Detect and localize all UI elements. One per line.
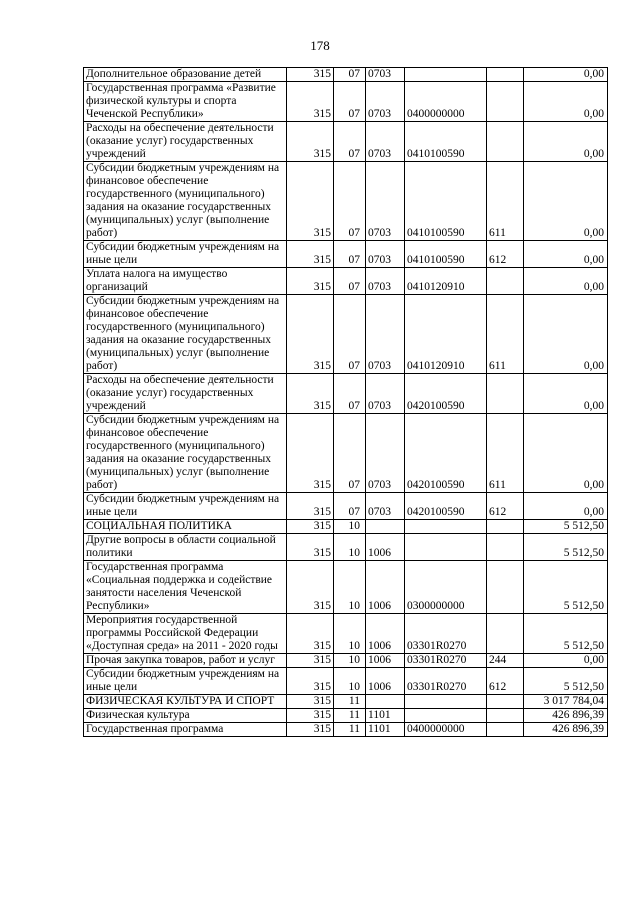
expense-type-cell [487, 520, 524, 534]
item-name-cell: ФИЗИЧЕСКАЯ КУЛЬТУРА И СПОРТ [84, 695, 287, 709]
expense-type-cell: 244 [487, 654, 524, 668]
section-cell: 07 [334, 374, 366, 414]
item-name-cell: Расходы на обеспечение деятельности (оказание услуг) государственных учреждений [84, 374, 287, 414]
admin-code-cell: 315 [287, 534, 334, 561]
amount-cell: 5 512,50 [524, 668, 608, 695]
admin-code-cell: 315 [287, 241, 334, 268]
expense-type-cell [487, 82, 524, 122]
table-row [84, 241, 608, 268]
target-article-cell: 0410100590 [405, 241, 487, 268]
target-article-cell: 0400000000 [405, 723, 487, 737]
expense-type-cell [487, 374, 524, 414]
item-name-cell: Государственная программа [84, 723, 287, 737]
subsection-cell: 0703 [366, 82, 405, 122]
section-cell: 10 [334, 668, 366, 695]
admin-code-cell: 315 [287, 709, 334, 723]
expense-type-cell: 612 [487, 241, 524, 268]
subsection-cell: 0703 [366, 162, 405, 241]
admin-code-cell: 315 [287, 162, 334, 241]
table-row [84, 654, 608, 668]
amount-cell: 5 512,50 [524, 534, 608, 561]
amount-cell: 5 512,50 [524, 561, 608, 614]
table-row [84, 122, 608, 162]
amount-cell: 426 896,39 [524, 709, 608, 723]
table-row [84, 561, 608, 614]
target-article-cell [405, 534, 487, 561]
section-cell: 10 [334, 654, 366, 668]
table-row [84, 709, 608, 723]
target-article-cell: 0410100590 [405, 122, 487, 162]
expense-type-cell: 612 [487, 493, 524, 520]
subsection-cell: 0703 [366, 268, 405, 295]
section-cell: 07 [334, 82, 366, 122]
item-name-cell: Государственная программа «Развитие физической культуры и спорта Чеченской Республики» [84, 82, 287, 122]
amount-cell: 0,00 [524, 374, 608, 414]
section-cell: 11 [334, 709, 366, 723]
subsection-cell [366, 695, 405, 709]
target-article-cell [405, 520, 487, 534]
admin-code-cell: 315 [287, 561, 334, 614]
table-row [84, 82, 608, 122]
subsection-cell: 1006 [366, 561, 405, 614]
amount-cell: 0,00 [524, 654, 608, 668]
item-name-cell: Субсидии бюджетным учреждениям на финансовое обеспечение государственного (муниципального) задания на оказание государственных (муниципальных) услуг (выполнение работ) [84, 414, 287, 493]
admin-code-cell: 315 [287, 695, 334, 709]
target-article-cell: 0420100590 [405, 493, 487, 520]
item-name-cell: Уплата налога на имущество организаций [84, 268, 287, 295]
expense-type-cell: 611 [487, 162, 524, 241]
subsection-cell: 1101 [366, 709, 405, 723]
expense-type-cell [487, 614, 524, 654]
admin-code-cell: 315 [287, 614, 334, 654]
amount-cell: 5 512,50 [524, 614, 608, 654]
section-cell: 07 [334, 414, 366, 493]
item-name-cell: Другие вопросы в области социальной политики [84, 534, 287, 561]
table-row [84, 268, 608, 295]
section-cell: 07 [334, 68, 366, 82]
target-article-cell: 0410120910 [405, 295, 487, 374]
amount-cell: 3 017 784,04 [524, 695, 608, 709]
section-cell: 10 [334, 614, 366, 654]
amount-cell: 0,00 [524, 493, 608, 520]
subsection-cell: 1006 [366, 534, 405, 561]
table-row [84, 68, 608, 82]
admin-code-cell: 315 [287, 520, 334, 534]
budget-table [83, 67, 608, 737]
admin-code-cell: 315 [287, 268, 334, 295]
target-article-cell: 0420100590 [405, 414, 487, 493]
page-number: 178 [310, 38, 330, 53]
table-row [84, 493, 608, 520]
target-article-cell [405, 709, 487, 723]
table-row [84, 520, 608, 534]
subsection-cell: 1006 [366, 614, 405, 654]
admin-code-cell: 315 [287, 668, 334, 695]
admin-code-cell: 315 [287, 68, 334, 82]
admin-code-cell: 315 [287, 493, 334, 520]
target-article-cell: 03301R0270 [405, 614, 487, 654]
section-cell: 07 [334, 241, 366, 268]
target-article-cell: 0400000000 [405, 82, 487, 122]
item-name-cell: Расходы на обеспечение деятельности (оказание услуг) государственных учреждений [84, 122, 287, 162]
table-row [84, 295, 608, 374]
section-cell: 11 [334, 723, 366, 737]
subsection-cell [366, 520, 405, 534]
subsection-cell: 0703 [366, 493, 405, 520]
expense-type-cell [487, 695, 524, 709]
target-article-cell: 03301R0270 [405, 668, 487, 695]
item-name-cell: Государственная программа «Социальная поддержка и содействие занятости населения Чеченской Республики» [84, 561, 287, 614]
admin-code-cell: 315 [287, 122, 334, 162]
item-name-cell: Субсидии бюджетным учреждениям на иные цели [84, 493, 287, 520]
subsection-cell: 0703 [366, 295, 405, 374]
section-cell: 10 [334, 561, 366, 614]
section-cell: 10 [334, 520, 366, 534]
admin-code-cell: 315 [287, 374, 334, 414]
table-row [84, 162, 608, 241]
subsection-cell: 1006 [366, 654, 405, 668]
table-row [84, 723, 608, 737]
section-cell: 07 [334, 295, 366, 374]
admin-code-cell: 315 [287, 414, 334, 493]
expense-type-cell [487, 723, 524, 737]
section-cell: 10 [334, 534, 366, 561]
amount-cell: 5 512,50 [524, 520, 608, 534]
admin-code-cell: 315 [287, 723, 334, 737]
amount-cell: 0,00 [524, 268, 608, 295]
table-row [84, 534, 608, 561]
target-article-cell: 0300000000 [405, 561, 487, 614]
item-name-cell: Дополнительное образование детей [84, 68, 287, 82]
item-name-cell: Физическая культура [84, 709, 287, 723]
table-row [84, 614, 608, 654]
expense-type-cell: 612 [487, 668, 524, 695]
amount-cell: 0,00 [524, 82, 608, 122]
item-name-cell: Субсидии бюджетным учреждениям на иные цели [84, 668, 287, 695]
amount-cell: 0,00 [524, 241, 608, 268]
expense-type-cell: 611 [487, 414, 524, 493]
item-name-cell: СОЦИАЛЬНАЯ ПОЛИТИКА [84, 520, 287, 534]
amount-cell: 0,00 [524, 162, 608, 241]
expense-type-cell [487, 709, 524, 723]
expense-type-cell [487, 68, 524, 82]
section-cell: 07 [334, 122, 366, 162]
expense-type-cell: 611 [487, 295, 524, 374]
admin-code-cell: 315 [287, 295, 334, 374]
expense-type-cell [487, 268, 524, 295]
subsection-cell: 0703 [366, 241, 405, 268]
target-article-cell [405, 695, 487, 709]
table-row [84, 414, 608, 493]
table-row [84, 374, 608, 414]
target-article-cell: 0410100590 [405, 162, 487, 241]
subsection-cell: 0703 [366, 122, 405, 162]
table-row [84, 668, 608, 695]
amount-cell: 0,00 [524, 68, 608, 82]
expense-type-cell [487, 534, 524, 561]
item-name-cell: Субсидии бюджетным учреждениям на иные цели [84, 241, 287, 268]
amount-cell: 0,00 [524, 414, 608, 493]
amount-cell: 426 896,39 [524, 723, 608, 737]
item-name-cell: Прочая закупка товаров, работ и услуг [84, 654, 287, 668]
subsection-cell: 0703 [366, 68, 405, 82]
target-article-cell: 0420100590 [405, 374, 487, 414]
section-cell: 07 [334, 493, 366, 520]
amount-cell: 0,00 [524, 122, 608, 162]
subsection-cell: 1006 [366, 668, 405, 695]
target-article-cell [405, 68, 487, 82]
item-name-cell: Субсидии бюджетным учреждениям на финансовое обеспечение государственного (муниципального) задания на оказание государственных (муниципальных) услуг (выполнение работ) [84, 295, 287, 374]
table-row [84, 695, 608, 709]
admin-code-cell: 315 [287, 82, 334, 122]
item-name-cell: Субсидии бюджетным учреждениям на финансовое обеспечение государственного (муниципального) задания на оказание государственных (муниципальных) услуг (выполнение работ) [84, 162, 287, 241]
subsection-cell: 1101 [366, 723, 405, 737]
expense-type-cell [487, 122, 524, 162]
expense-type-cell [487, 561, 524, 614]
target-article-cell: 03301R0270 [405, 654, 487, 668]
amount-cell: 0,00 [524, 295, 608, 374]
section-cell: 11 [334, 695, 366, 709]
item-name-cell: Мероприятия государственной программы Российской Федерации «Доступная среда» на 2011 - 2020 годы [84, 614, 287, 654]
section-cell: 07 [334, 162, 366, 241]
subsection-cell: 0703 [366, 414, 405, 493]
target-article-cell: 0410120910 [405, 268, 487, 295]
section-cell: 07 [334, 268, 366, 295]
admin-code-cell: 315 [287, 654, 334, 668]
subsection-cell: 0703 [366, 374, 405, 414]
